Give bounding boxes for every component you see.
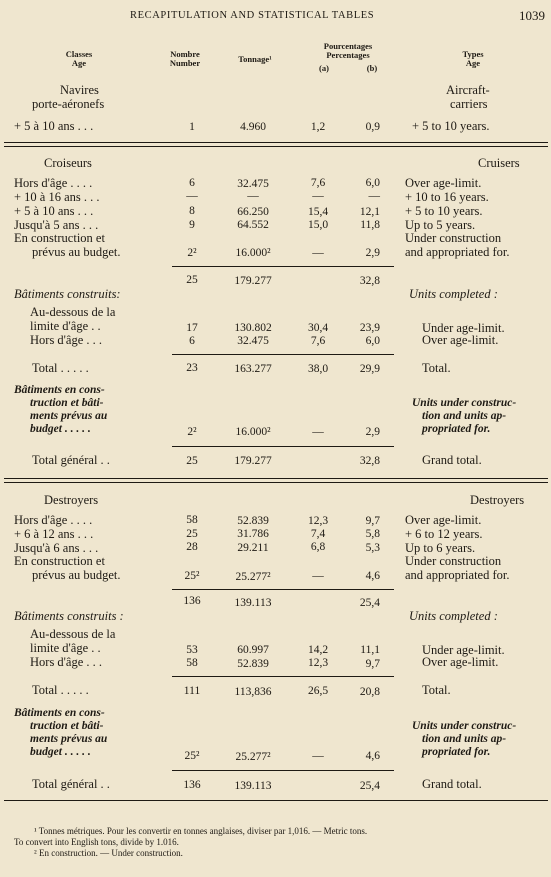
destroyers-under-fr-3: ments prévus au bbox=[30, 733, 108, 745]
destroyers-built-en: Units completed : bbox=[409, 609, 498, 623]
cruisers-below-tonnage: 130.802 bbox=[234, 322, 272, 334]
destroyers-total-tonnage: 113,836 bbox=[234, 686, 272, 698]
cruisers-below-en: Under age-limit. bbox=[422, 321, 505, 335]
cruisers-label-en: Cruisers bbox=[478, 156, 520, 170]
cruisers-row-en: Over age-limit. bbox=[405, 176, 482, 190]
cruisers-row-pct-b: 6,0 bbox=[365, 177, 380, 189]
cruisers-row-fr: + 10 à 16 ans . . . bbox=[14, 190, 100, 204]
carriers-age-fr: + 5 à 10 ans . . . bbox=[14, 119, 94, 133]
destroyers-below-fr-1: Au-dessous de la bbox=[30, 627, 116, 641]
subtotal-rule bbox=[172, 446, 394, 447]
section-divider bbox=[4, 146, 548, 147]
cruisers-grand-fr: Total général . . bbox=[32, 453, 110, 467]
destroyers-under-number: 25² bbox=[184, 750, 200, 762]
carriers-tonnage: 4.960 bbox=[240, 121, 266, 133]
destroyers-construction-fr-2: prévus au budget. bbox=[32, 568, 121, 582]
subtotal-rule bbox=[172, 770, 394, 771]
destroyers-below-pct-b: 11,1 bbox=[360, 644, 380, 656]
cruisers-row-number: 8 bbox=[189, 205, 195, 217]
cruisers-row-number: 9 bbox=[189, 219, 195, 231]
cruisers-row-pct-a: — bbox=[312, 190, 324, 202]
cruisers-row-pct-b: 11,8 bbox=[360, 219, 380, 231]
cruisers-construction-number: 2² bbox=[187, 247, 197, 259]
header-pct-a: (a) bbox=[319, 63, 329, 73]
destroyers-under-pct-b: 4,6 bbox=[365, 750, 380, 762]
cruisers-row-fr: + 5 à 10 ans . . . bbox=[14, 204, 94, 218]
cruisers-below-fr-1: Au-dessous de la bbox=[30, 305, 116, 319]
destroyers-row-fr: + 6 à 12 ans . . . bbox=[14, 527, 94, 541]
destroyers-row-pct-b: 5,3 bbox=[365, 542, 380, 554]
destroyers-row-pct-b: 5,8 bbox=[365, 528, 380, 540]
cruisers-over-fr: Hors d'âge . . . bbox=[30, 333, 103, 347]
destroyers-total-en: Total. bbox=[422, 683, 451, 697]
cruisers-row-tonnage: 64.552 bbox=[237, 219, 269, 231]
cruisers-subtotal-tonnage: 179.277 bbox=[234, 275, 272, 287]
destroyers-grand-tonnage: 139.113 bbox=[234, 780, 272, 792]
destroyers-construction-number: 25² bbox=[184, 570, 200, 582]
cruisers-under-tonnage: 16.000² bbox=[235, 426, 271, 438]
carriers-label-en-1: Aircraft- bbox=[446, 83, 490, 97]
destroyers-total-pct-a: 26,5 bbox=[307, 685, 329, 697]
destroyers-over-pct-b: 9,7 bbox=[365, 658, 380, 670]
cruisers-row-en: + 10 to 16 years. bbox=[405, 190, 489, 204]
cruisers-construction-fr-2: prévus au budget. bbox=[32, 245, 121, 259]
section-divider bbox=[4, 800, 548, 801]
cruisers-total-number: 23 bbox=[186, 362, 198, 374]
destroyers-construction-tonnage: 25.277² bbox=[235, 571, 271, 583]
destroyers-grand-pct-b: 25,4 bbox=[359, 780, 380, 792]
destroyers-under-pct-a: — bbox=[312, 750, 324, 762]
destroyers-construction-fr-1: En construction et bbox=[14, 554, 105, 568]
cruisers-grand-pct-b: 32,8 bbox=[359, 455, 380, 467]
cruisers-over-pct-b: 6,0 bbox=[365, 335, 380, 347]
cruisers-under-en-3: propriated for. bbox=[422, 423, 491, 435]
footnote-1: ¹ Tonnes métriques. Pour les convertir en tonnes anglaises, diviser par 1,016. — Metric tons. bbox=[34, 826, 368, 836]
cruisers-under-number: 2² bbox=[187, 426, 197, 438]
cruisers-row-number: — bbox=[186, 190, 198, 202]
cruisers-under-pct-a: — bbox=[312, 426, 324, 438]
section-divider bbox=[4, 478, 548, 479]
destroyers-label-en: Destroyers bbox=[470, 493, 525, 507]
carriers-number: 1 bbox=[189, 121, 195, 133]
subtotal-rule bbox=[172, 676, 394, 677]
cruisers-subtotal-pct-b: 32,8 bbox=[359, 275, 380, 287]
cruisers-under-fr-1: Bâtiments en cons- bbox=[14, 384, 105, 396]
cruisers-label-fr: Croiseurs bbox=[44, 156, 92, 170]
header-number: Nombre Number bbox=[169, 49, 201, 68]
destroyers-built-fr: Bâtiments construits : bbox=[14, 609, 124, 623]
cruisers-construction-en-2: and appropriated for. bbox=[405, 245, 510, 259]
destroyers-subtotal-tonnage: 139.113 bbox=[234, 597, 272, 609]
destroyers-below-en: Under age-limit. bbox=[422, 643, 505, 657]
cruisers-built-en: Units completed : bbox=[409, 287, 498, 301]
header-pct-b: (b) bbox=[366, 63, 378, 73]
destroyers-under-fr-2: truction et bâti- bbox=[30, 720, 104, 732]
carriers-label-en-2: carriers bbox=[450, 97, 488, 111]
destroyers-row-en: Up to 6 years. bbox=[405, 541, 476, 555]
cruisers-below-number: 17 bbox=[186, 322, 198, 334]
cruisers-row-pct-b: — bbox=[368, 190, 380, 202]
page-number: 1039 bbox=[519, 8, 545, 23]
destroyers-under-fr-1: Bâtiments en cons- bbox=[14, 707, 105, 719]
destroyers-construction-pct-b: 4,6 bbox=[365, 570, 380, 582]
header-classes: Classes Age bbox=[65, 49, 93, 68]
destroyers-under-en-1: Units under construc- bbox=[412, 720, 517, 732]
destroyers-row-number: 28 bbox=[186, 541, 198, 553]
cruisers-row-fr: Hors d'âge . . . . bbox=[14, 176, 93, 190]
footnote-1-continued: To convert into English tons, divide by 1.016. bbox=[14, 837, 179, 847]
cruisers-row-pct-b: 12,1 bbox=[359, 206, 380, 218]
footnote-2: ² En construction. — Under construction. bbox=[34, 848, 183, 858]
destroyers-row-fr: Hors d'âge . . . . bbox=[14, 513, 93, 527]
cruisers-total-pct-b: 29,9 bbox=[359, 363, 380, 375]
carriers-label-fr-1: Navires bbox=[60, 83, 99, 97]
cruisers-total-en: Total. bbox=[422, 361, 451, 375]
cruisers-over-en: Over age-limit. bbox=[422, 333, 499, 347]
cruisers-row-number: 6 bbox=[189, 177, 195, 189]
destroyers-over-pct-a: 12,3 bbox=[307, 657, 329, 669]
destroyers-grand-fr: Total général . . bbox=[32, 777, 110, 791]
cruisers-grand-number: 25 bbox=[186, 455, 198, 467]
destroyers-below-fr-2: limite d'âge . . bbox=[30, 641, 101, 655]
cruisers-subtotal-number: 25 bbox=[186, 274, 198, 286]
header-types: Types Age bbox=[462, 49, 484, 68]
cruisers-under-fr-3: ments prévus au bbox=[30, 410, 108, 422]
cruisers-grand-tonnage: 179.277 bbox=[234, 455, 272, 467]
destroyers-total-number: 111 bbox=[183, 685, 201, 697]
carriers-age-en: + 5 to 10 years. bbox=[412, 119, 490, 133]
cruisers-grand-en: Grand total. bbox=[422, 453, 482, 467]
destroyers-below-number: 53 bbox=[186, 644, 198, 656]
destroyers-subtotal-number: 136 bbox=[183, 595, 201, 607]
destroyers-total-fr: Total . . . . . bbox=[32, 683, 89, 697]
destroyers-row-en: Over age-limit. bbox=[405, 513, 482, 527]
destroyers-row-number: 25 bbox=[186, 528, 198, 540]
cruisers-over-tonnage: 32.475 bbox=[237, 335, 269, 347]
cruisers-row-pct-a: 15,0 bbox=[307, 219, 329, 231]
cruisers-construction-pct-b: 2,9 bbox=[365, 247, 380, 259]
destroyers-row-fr: Jusqu'à 6 ans . . . bbox=[14, 541, 99, 555]
cruisers-total-fr: Total . . . . . bbox=[32, 361, 89, 375]
cruisers-under-fr-2: truction et bâti- bbox=[30, 397, 104, 409]
destroyers-over-en: Over age-limit. bbox=[422, 655, 499, 669]
cruisers-under-fr-4: budget . . . . . bbox=[30, 423, 91, 435]
running-head bbox=[0, 8, 551, 24]
cruisers-under-en-1: Units under construc- bbox=[412, 397, 517, 409]
destroyers-below-tonnage: 60.997 bbox=[237, 644, 269, 656]
header-tonnage: Tonnage¹ bbox=[238, 54, 272, 64]
cruisers-total-tonnage: 163.277 bbox=[234, 363, 272, 375]
destroyers-below-pct-a: 14,2 bbox=[307, 644, 329, 656]
cruisers-row-tonnage: 66.250 bbox=[237, 206, 269, 218]
destroyers-row-pct-b: 9,7 bbox=[365, 515, 380, 527]
destroyers-row-tonnage: 31.786 bbox=[237, 528, 269, 540]
destroyers-over-number: 58 bbox=[186, 657, 198, 669]
carriers-label-fr-2: porte-aéronefs bbox=[32, 97, 105, 111]
cruisers-under-en-2: tion and units ap- bbox=[422, 410, 507, 422]
destroyers-under-fr-4: budget . . . . . bbox=[30, 746, 91, 758]
header-percentages: Pourcentages Percentages bbox=[323, 41, 373, 60]
subtotal-rule bbox=[172, 354, 394, 355]
destroyers-under-en-2: tion and units ap- bbox=[422, 733, 507, 745]
section-divider bbox=[4, 142, 548, 143]
carriers-pct-b: 0,9 bbox=[365, 121, 380, 133]
destroyers-under-en-3: propriated for. bbox=[422, 746, 491, 758]
cruisers-built-fr: Bâtiments construits: bbox=[14, 287, 121, 301]
cruisers-construction-pct-a: — bbox=[312, 247, 324, 259]
destroyers-over-tonnage: 52.839 bbox=[237, 658, 269, 670]
destroyers-over-fr: Hors d'âge . . . bbox=[30, 655, 103, 669]
subtotal-rule bbox=[172, 589, 394, 590]
destroyers-row-pct-a: 6,8 bbox=[310, 541, 326, 553]
destroyers-row-tonnage: 29.211 bbox=[237, 542, 269, 554]
destroyers-row-pct-a: 7,4 bbox=[310, 528, 326, 540]
cruisers-row-tonnage: 32.475 bbox=[237, 178, 269, 190]
cruisers-construction-en-1: Under construction bbox=[405, 231, 502, 245]
destroyers-label-fr: Destroyers bbox=[44, 493, 99, 507]
cruisers-over-number: 6 bbox=[189, 335, 195, 347]
cruisers-construction-tonnage: 16.000² bbox=[235, 247, 271, 259]
cruisers-over-pct-a: 7,6 bbox=[310, 335, 326, 347]
cruisers-under-pct-b: 2,9 bbox=[365, 426, 380, 438]
carriers-pct-a: 1,2 bbox=[310, 121, 326, 133]
destroyers-total-pct-b: 20,8 bbox=[359, 686, 380, 698]
cruisers-below-pct-a: 30,4 bbox=[307, 322, 329, 334]
destroyers-grand-en: Grand total. bbox=[422, 777, 482, 791]
cruisers-below-fr-2: limite d'âge . . bbox=[30, 319, 101, 333]
cruisers-row-fr: Jusqu'à 5 ans . . . bbox=[14, 218, 99, 232]
cruisers-total-pct-a: 38,0 bbox=[307, 363, 329, 375]
cruisers-row-en: + 5 to 10 years. bbox=[405, 204, 483, 218]
cruisers-row-pct-a: 15,4 bbox=[307, 206, 329, 218]
cruisers-row-en: Up to 5 years. bbox=[405, 218, 476, 232]
section-divider bbox=[4, 482, 548, 483]
running-title: RECAPITULATION AND STATISTICAL TABLES bbox=[130, 10, 375, 21]
cruisers-construction-fr-1: En construction et bbox=[14, 231, 105, 245]
destroyers-under-tonnage: 25.277² bbox=[235, 751, 271, 763]
cruisers-row-tonnage: — bbox=[247, 190, 259, 202]
cruisers-below-pct-b: 23,9 bbox=[359, 322, 380, 334]
destroyers-subtotal-pct-b: 25,4 bbox=[359, 597, 380, 609]
destroyers-row-pct-a: 12,3 bbox=[307, 515, 329, 527]
destroyers-row-tonnage: 52.839 bbox=[237, 515, 269, 527]
cruisers-row-pct-a: 7,6 bbox=[310, 177, 326, 189]
destroyers-construction-en-2: and appropriated for. bbox=[405, 568, 510, 582]
destroyers-construction-pct-a: — bbox=[312, 570, 324, 582]
destroyers-grand-number: 136 bbox=[183, 779, 201, 791]
subtotal-rule bbox=[172, 266, 394, 267]
destroyers-row-number: 58 bbox=[186, 514, 198, 526]
destroyers-construction-en-1: Under construction bbox=[405, 554, 502, 568]
destroyers-row-en: + 6 to 12 years. bbox=[405, 527, 483, 541]
